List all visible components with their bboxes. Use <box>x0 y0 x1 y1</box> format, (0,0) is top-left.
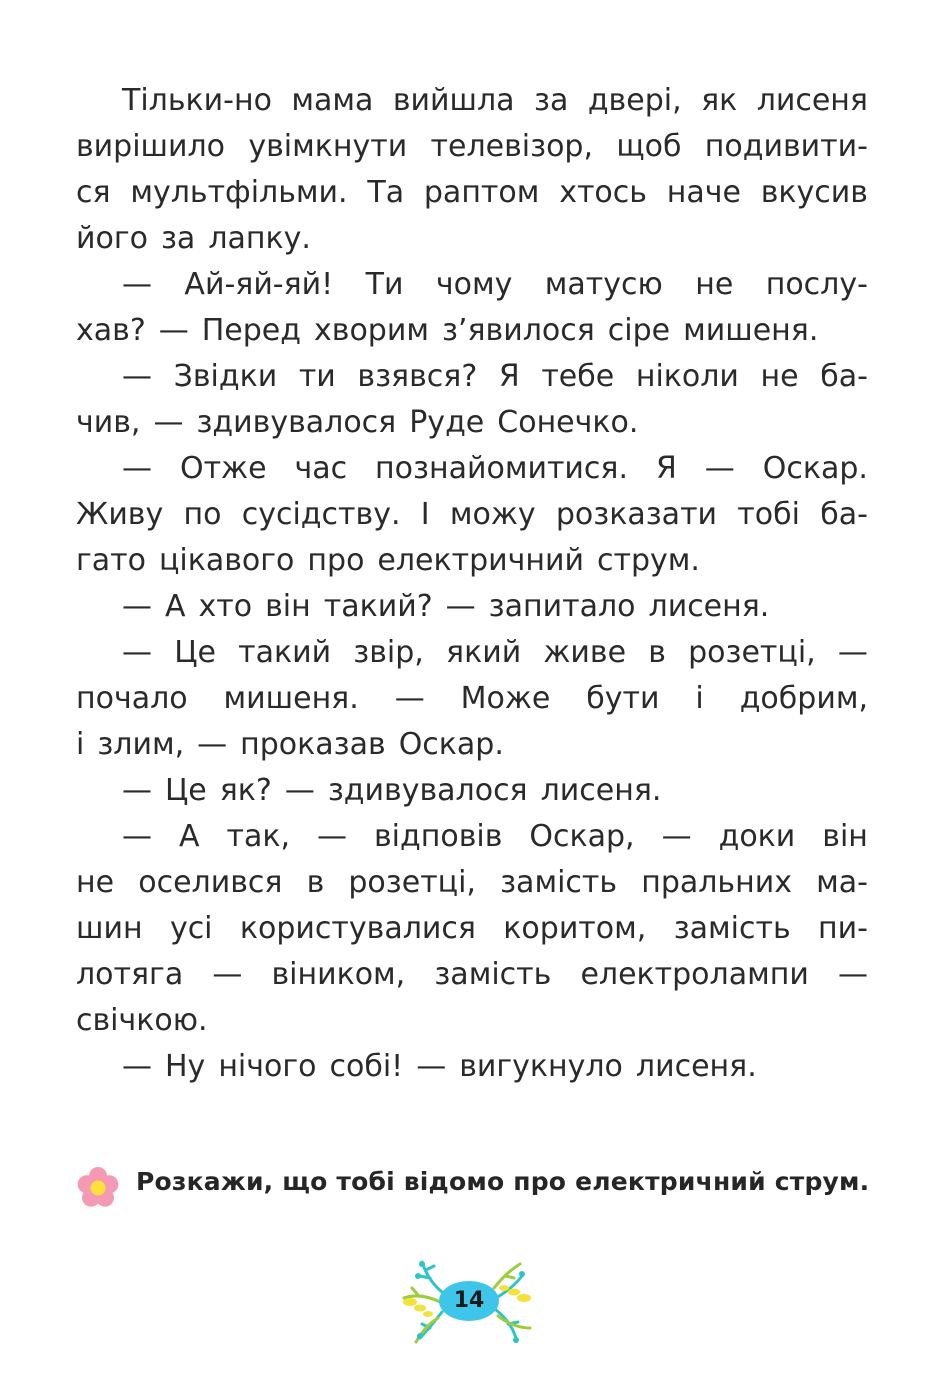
word: можу <box>449 497 536 532</box>
word: такий? <box>323 589 433 624</box>
word: наче <box>666 175 741 210</box>
word: гато <box>76 543 146 578</box>
word: Та <box>367 175 405 210</box>
word: здивувалося <box>196 405 397 440</box>
word: тебе <box>541 359 615 394</box>
word: познайомитися. <box>375 451 628 486</box>
word: тобі <box>737 497 800 532</box>
word: добрим, <box>739 681 868 716</box>
word: шин <box>76 911 143 946</box>
word: Ай-яй-яй! <box>184 267 334 302</box>
word: — <box>197 727 228 762</box>
text-line <box>76 676 868 722</box>
word: — <box>445 589 476 624</box>
word: — <box>416 1049 447 1084</box>
word: вирішило <box>76 129 226 164</box>
word: — <box>122 1049 152 1084</box>
word: лисеня. <box>540 773 662 808</box>
word: — <box>704 451 735 486</box>
word: сіре <box>607 313 671 348</box>
word: щоб <box>616 129 682 164</box>
word: як? <box>219 773 272 808</box>
word: замість <box>500 865 618 900</box>
word: ба- <box>820 497 868 532</box>
word: розетці, <box>688 635 816 670</box>
word: — <box>122 359 152 394</box>
word: Оскар. <box>398 727 504 762</box>
word: хворим <box>314 313 429 348</box>
word: електричний <box>377 543 584 578</box>
word: мишеня. <box>223 681 359 716</box>
word: Отже <box>179 451 267 486</box>
word: здивувалося <box>327 773 528 808</box>
text-line <box>76 1044 868 1090</box>
word: як <box>701 83 738 118</box>
word: ма- <box>816 865 868 900</box>
word: лисеня. <box>635 1049 757 1084</box>
word: — <box>122 451 152 486</box>
word: І <box>420 497 430 532</box>
word: не <box>760 359 799 394</box>
word: — <box>212 957 243 992</box>
text-line <box>76 998 868 1044</box>
word: він <box>265 589 311 624</box>
text-line <box>76 630 868 676</box>
word: почало <box>76 681 188 716</box>
story-text <box>76 78 868 1090</box>
word: чив, <box>76 405 141 440</box>
word: користувалися <box>239 911 476 946</box>
word: — <box>837 635 868 670</box>
word: по <box>183 497 222 532</box>
word: — <box>317 819 347 854</box>
text-line <box>76 124 868 170</box>
text-line <box>76 584 868 630</box>
word: мама <box>291 83 374 118</box>
text-line <box>76 722 868 768</box>
text-line <box>76 538 868 584</box>
word: Сонечко. <box>497 405 639 440</box>
word: — <box>122 635 152 670</box>
word: струм. <box>596 543 700 578</box>
word: оселився <box>138 865 283 900</box>
word: мультфільми. <box>130 175 348 210</box>
word: — <box>122 267 152 302</box>
word: Може <box>460 681 551 716</box>
word: за <box>534 83 569 118</box>
word: Оскар. <box>762 451 868 486</box>
word: пральних <box>641 865 792 900</box>
word: який <box>446 635 522 670</box>
word: вкусив <box>760 175 868 210</box>
word: Це <box>165 773 207 808</box>
word: Тільки-но <box>122 83 272 118</box>
text-line <box>76 308 868 354</box>
word: за <box>160 221 196 256</box>
word: усі <box>169 911 213 946</box>
word: — <box>153 405 184 440</box>
word: і <box>76 727 85 762</box>
word: лисеня. <box>648 589 770 624</box>
text-line <box>76 814 868 860</box>
word: так, <box>226 819 291 854</box>
word: увімкнути <box>248 129 408 164</box>
word: ніколи <box>635 359 739 394</box>
page-number-badge <box>398 1258 538 1344</box>
word: не <box>695 267 734 302</box>
word: Ну <box>165 1049 206 1084</box>
word: Це <box>174 635 216 670</box>
word: — <box>158 313 189 348</box>
word: не <box>76 865 115 900</box>
word: з’явилося <box>441 313 595 348</box>
word: — <box>661 819 692 854</box>
text-line <box>76 262 868 308</box>
word: розетці, <box>348 865 476 900</box>
text-line <box>76 768 868 814</box>
word: замість <box>673 911 791 946</box>
text-line <box>76 906 868 952</box>
word: доки <box>718 819 796 854</box>
word: — <box>122 589 152 624</box>
word: хто <box>198 589 253 624</box>
word: час <box>294 451 348 486</box>
word: сусідству. <box>241 497 401 532</box>
word: хтось <box>559 175 647 210</box>
word: лапку. <box>208 221 311 256</box>
word: лисеня <box>756 83 868 118</box>
task-block <box>76 1160 868 1260</box>
word: мишеня. <box>683 313 819 348</box>
word: в <box>648 635 666 670</box>
word: нічого <box>218 1049 317 1084</box>
word: Я <box>655 451 677 486</box>
word: — <box>122 819 152 854</box>
word: бути <box>586 681 660 716</box>
text-line <box>76 952 868 998</box>
word: лотяга <box>76 957 184 992</box>
word: вийшла <box>392 83 515 118</box>
word: замість <box>434 957 552 992</box>
word: — <box>122 773 152 808</box>
word: подивити- <box>704 129 868 164</box>
word: пи- <box>818 911 868 946</box>
word: взявся? <box>357 359 478 394</box>
word: Перед <box>201 313 302 348</box>
word: Живу <box>76 497 164 532</box>
word: і <box>695 681 704 716</box>
word: розказати <box>555 497 718 532</box>
word: собі! <box>329 1049 404 1084</box>
word: віником, <box>271 957 406 992</box>
word: коритом, <box>503 911 647 946</box>
task-question: Розкажи, що тобі відомо про електричний струм. <box>136 1167 870 1196</box>
word: — <box>837 957 868 992</box>
word: його <box>76 221 148 256</box>
word: Звідки <box>173 359 278 394</box>
text-line <box>76 354 868 400</box>
text-line <box>76 492 868 538</box>
word: запитало <box>488 589 636 624</box>
word: послу- <box>765 267 868 302</box>
page-number: 14 <box>453 1288 485 1313</box>
word: вигукнуло <box>459 1049 623 1084</box>
word: він <box>822 819 868 854</box>
word: телевізор, <box>430 129 594 164</box>
text-line <box>76 860 868 906</box>
word: Руде <box>409 405 485 440</box>
word: свічкою. <box>76 1003 208 1038</box>
word: в <box>306 865 325 900</box>
word: матусю <box>544 267 663 302</box>
word: проказав <box>240 727 386 762</box>
word: живе <box>543 635 627 670</box>
word: звір, <box>353 635 424 670</box>
word: електролампи <box>580 957 809 992</box>
word: Я <box>498 359 520 394</box>
word: такий <box>238 635 332 670</box>
word: цікавого <box>158 543 295 578</box>
word: відповів <box>373 819 503 854</box>
word: двері, <box>587 83 682 118</box>
word: про <box>307 543 365 578</box>
word: Оскар, <box>529 819 635 854</box>
word: А <box>178 819 200 854</box>
text-line <box>76 170 868 216</box>
word: ся <box>76 175 111 210</box>
word: хав? <box>76 313 146 348</box>
word: А <box>165 589 186 624</box>
word: злим, <box>97 727 185 762</box>
flower-icon <box>76 1166 120 1210</box>
word: раптом <box>423 175 540 210</box>
text-line <box>76 446 868 492</box>
word: ти <box>298 359 336 394</box>
word: — <box>284 773 315 808</box>
text-line <box>76 78 868 124</box>
text-line <box>76 216 868 262</box>
text-line <box>76 400 868 446</box>
word: — <box>394 681 425 716</box>
word: ба- <box>820 359 868 394</box>
word: Ти <box>365 267 404 302</box>
word: чому <box>435 267 513 302</box>
